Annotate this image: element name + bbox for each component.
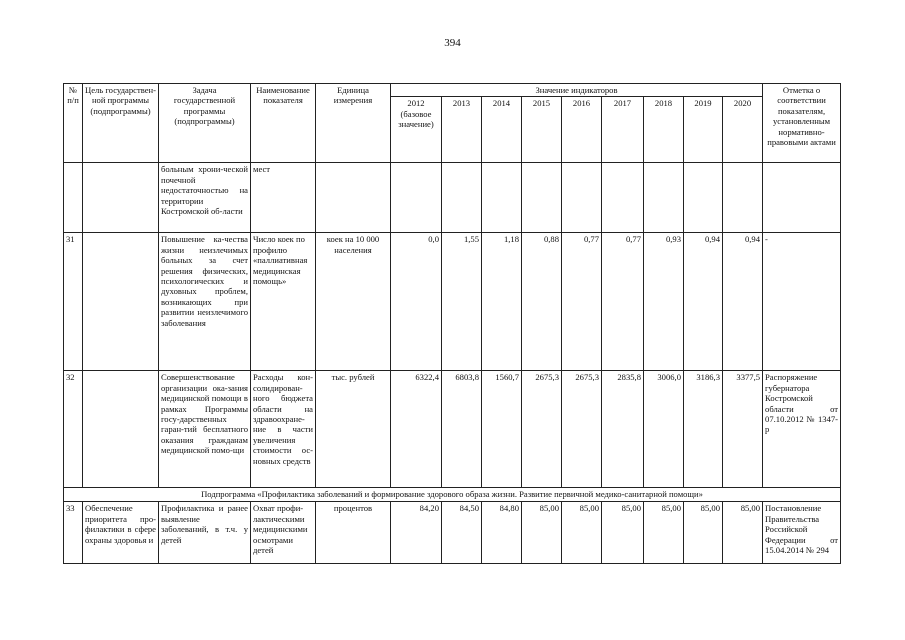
cell-value: 0,93 [644,233,684,371]
cell-note: Постановление Правительства Российской Федерации от 15.04.2014 № 294 [763,502,841,564]
cell-note: Распоряжение губернатора Костромской области от 07.10.2012 № 1347-р [763,371,841,488]
cell-value: 0,0 [391,233,442,371]
cell-num: 31 [64,233,83,371]
indicators-table [63,83,841,564]
table-row [64,371,841,488]
cell-value: 6803,8 [442,371,482,488]
cell-value [602,163,644,233]
cell-unit [316,163,391,233]
table-row [64,502,841,564]
cell-value [562,163,602,233]
cell-value: 0,94 [723,233,763,371]
subprogram-row [64,488,841,502]
page-number: 394 [444,37,461,49]
cell-value: 2835,8 [602,371,644,488]
table-row [64,233,841,371]
cell-value: 84,50 [442,502,482,564]
header-task: Задача государственной программы (подпрограммы) [159,84,251,163]
cell-value [522,163,562,233]
cell-value: 84,20 [391,502,442,564]
cell-value: 85,00 [602,502,644,564]
header-unit: Единица измерения [316,84,391,163]
header-year: 2012 (базовое значение) [391,97,442,163]
cell-value: 85,00 [723,502,763,564]
cell-task: больным хрони-ческой почечной недостаточностью на территории Костромской об-ласти [159,163,251,233]
header-year: 2013 [442,97,482,163]
cell-value [644,163,684,233]
cell-note: - [763,233,841,371]
header-year: 2014 [482,97,522,163]
cell-value: 1,55 [442,233,482,371]
cell-value: 3377,5 [723,371,763,488]
cell-value: 3186,3 [684,371,723,488]
cell-task: Профилактика и ранее выявление заболеваний, в т.ч. у детей [159,502,251,564]
cell-value: 85,00 [684,502,723,564]
header-goal: Цель государствен-ной программы (подпрограммы) [83,84,159,163]
cell-num: 33 [64,502,83,564]
cell-unit: тыс. рублей [316,371,391,488]
header-year: 2019 [684,97,723,163]
cell-value [482,163,522,233]
cell-indicator: Расходы кон-солидирован-ного бюджета области на здравоохране-ние в части увеличения стоимости ос-новных средств [251,371,316,488]
cell-value: 84,80 [482,502,522,564]
cell-value: 2675,3 [562,371,602,488]
cell-value: 0,77 [602,233,644,371]
cell-value: 1,18 [482,233,522,371]
cell-indicator: мест [251,163,316,233]
cell-value [684,163,723,233]
cell-value: 85,00 [522,502,562,564]
cell-value: 0,77 [562,233,602,371]
cell-value: 2675,3 [522,371,562,488]
header-year: 2015 [522,97,562,163]
header-values: Значение индикаторов [391,84,763,97]
cell-value [391,163,442,233]
cell-task: Повышение ка-чества жизни неизлечимых больных за счет решения физических, психологических и духовных проблем, возникающих при развитии неизлечимого заболевания [159,233,251,371]
cell-value: 6322,4 [391,371,442,488]
cell-goal [83,371,159,488]
cell-note [763,163,841,233]
cell-value: 85,00 [644,502,684,564]
cell-value: 0,94 [684,233,723,371]
cell-indicator: Охват профи-лактическими медицинскими осмотрами детей [251,502,316,564]
header-year: 2020 [723,97,763,163]
cell-value: 3006,0 [644,371,684,488]
header-year: 2018 [644,97,684,163]
cell-indicator: Число коек по профилю «паллиативная медицинская помощь» [251,233,316,371]
table-row [64,163,841,233]
cell-value: 0,88 [522,233,562,371]
cell-num [64,163,83,233]
cell-value [723,163,763,233]
cell-num: 32 [64,371,83,488]
header-num: № п/п [64,84,83,163]
cell-unit: коек на 10 000 населения [316,233,391,371]
header-indicator: Наименование показателя [251,84,316,163]
subprogram-title: Подпрограмма «Профилактика заболеваний и формирование здорового образа жизни. Развитие первичной медико-санитарной помощи» [64,488,841,502]
cell-value [442,163,482,233]
cell-value: 85,00 [562,502,602,564]
header-year: 2017 [602,97,644,163]
cell-value: 1560,7 [482,371,522,488]
cell-task: Совершенствование организации ока-зания медицинской помощи в рамках Программы госу-дарственных гаран-тий бесплатного оказания гражданам медицинской помо-щи [159,371,251,488]
cell-goal: Обеспечение приоритета про-филактики в сфере охраны здоровья и [83,502,159,564]
cell-goal [83,163,159,233]
header-note: Отметка о соответствии показателям, установленным нормативно-правовыми актами [763,84,841,163]
header-year: 2016 [562,97,602,163]
cell-goal [83,233,159,371]
cell-unit: процентов [316,502,391,564]
